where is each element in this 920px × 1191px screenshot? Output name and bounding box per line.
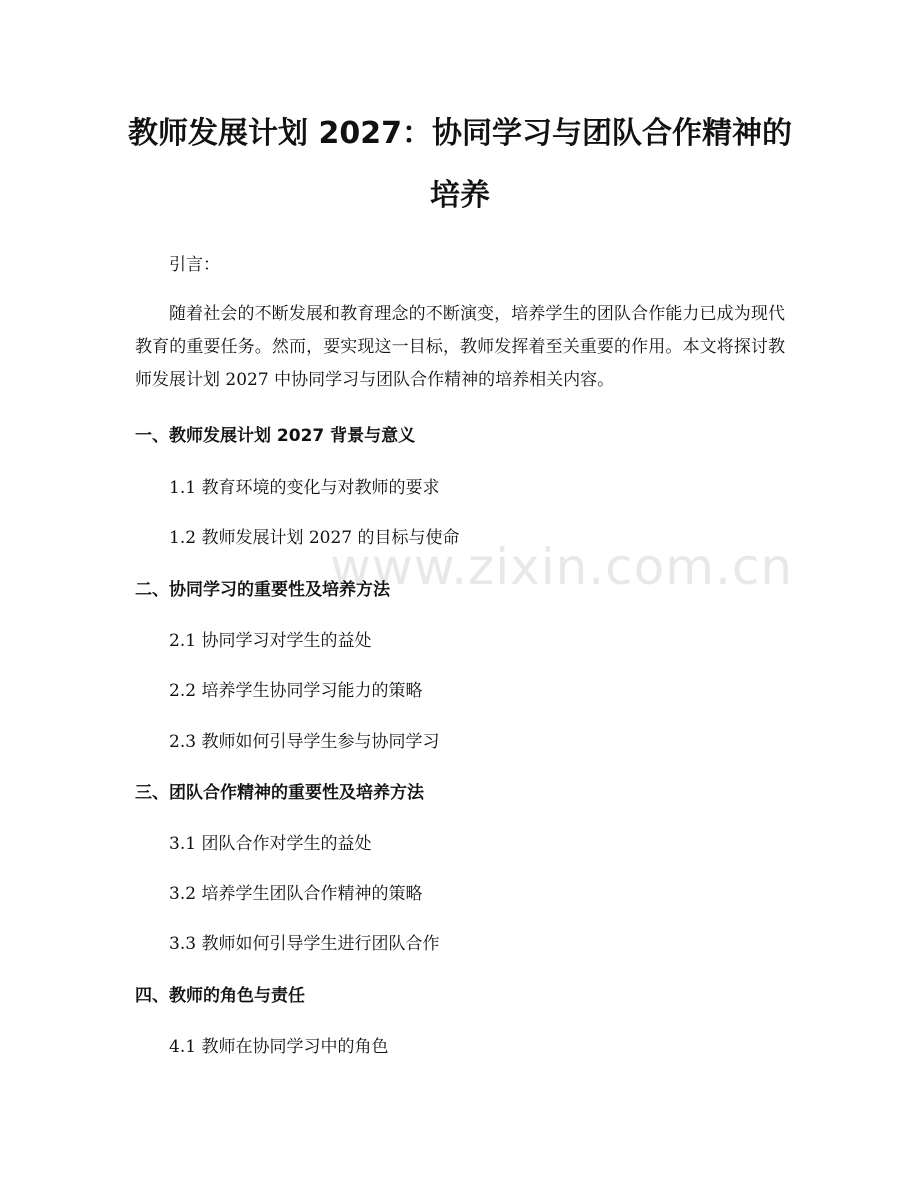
intro-paragraph: 随着社会的不断发展和教育理念的不断演变，培养学生的团队合作能力已成为现代教育的重要任务。然而，要实现这一目标，教师发挥着至关重要的作用。本文将探讨教师发展计划 2027 中协同学习与团队合作精神的培养相关内容。: [135, 304, 785, 390]
section-item-1-1: 1.1 教育环境的变化与对教师的要求: [169, 478, 440, 498]
section-item-2-1: 2.1 协同学习对学生的益处: [169, 631, 372, 651]
section-item-3-1: 3.1 团队合作对学生的益处: [169, 834, 372, 854]
section-item-3-2: 3.2 培养学生团队合作精神的策略: [169, 884, 423, 904]
section-item-2-3: 2.3 教师如何引导学生参与协同学习: [169, 732, 440, 752]
section-item-1-2: 1.2 教师发展计划 2027 的目标与使命: [169, 528, 460, 548]
section-heading-4: 四、教师的角色与责任: [135, 986, 305, 1006]
section-item-4-1: 4.1 教师在协同学习中的角色: [169, 1037, 389, 1057]
section-heading-2: 二、协同学习的重要性及培养方法: [135, 580, 390, 600]
intro-label: 引言：: [169, 255, 220, 275]
section-item-3-3: 3.3 教师如何引导学生进行团队合作: [169, 934, 440, 954]
document-title: 教师发展计划 2027：协同学习与团队合作精神的培养: [128, 116, 792, 213]
watermark: www.zixin.com.cn: [330, 538, 794, 596]
section-heading-1: 一、教师发展计划 2027 背景与意义: [135, 426, 416, 446]
section-heading-3: 三、团队合作精神的重要性及培养方法: [135, 783, 424, 803]
section-item-2-2: 2.2 培养学生协同学习能力的策略: [169, 681, 423, 701]
